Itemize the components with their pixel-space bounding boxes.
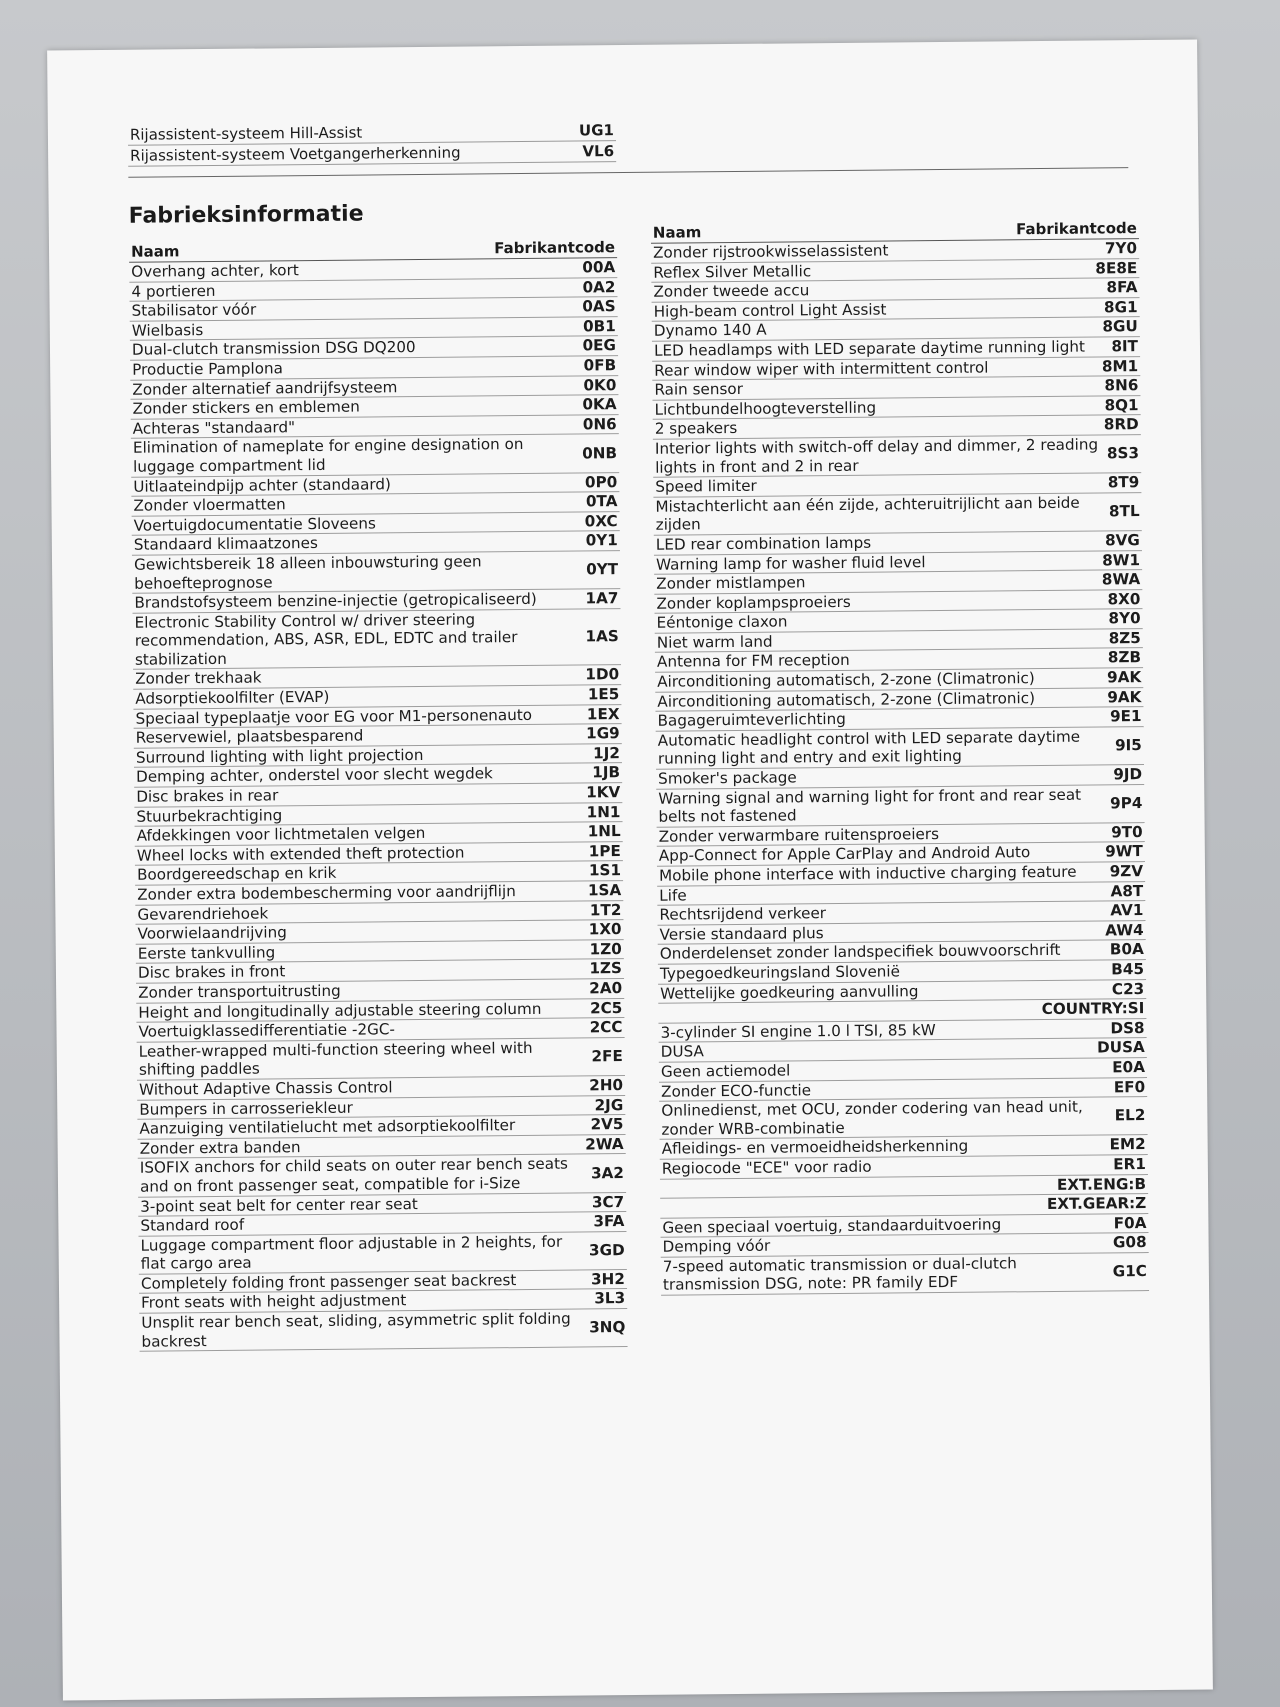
option-code: 3GD bbox=[588, 1241, 625, 1260]
option-name: Dual-clutch transmission DSG DQ200 bbox=[131, 338, 416, 360]
option-name: 3-point seat belt for center rear seat bbox=[140, 1194, 418, 1216]
option-code: 9WT bbox=[1105, 842, 1143, 861]
option-code: 8VG bbox=[1104, 530, 1140, 550]
option-code: 9I5 bbox=[1114, 736, 1142, 755]
option-name: Voertuigklassedifferentiatie -2GC- bbox=[138, 1020, 396, 1041]
option-code: 1PE bbox=[588, 841, 621, 861]
option-name: Zonder tweede accu bbox=[653, 281, 810, 301]
option-code: 0XC bbox=[584, 511, 618, 531]
option-code: 9E1 bbox=[1109, 707, 1142, 726]
paper-sheet bbox=[47, 40, 1213, 1701]
option-code: EL2 bbox=[1114, 1106, 1146, 1125]
option-name: Interior lights with switch-off delay and dimmer, 2 reading lights in front and 2 in rear bbox=[654, 435, 1099, 477]
option-name: Demping achter, onderstel voor slecht wegdek bbox=[135, 764, 493, 787]
option-code: B0A bbox=[1109, 940, 1144, 959]
top-row bbox=[128, 141, 616, 167]
option-name: Completely folding front passenger seat backrest bbox=[140, 1270, 517, 1293]
option-code: 0AS bbox=[582, 297, 616, 316]
option-name: Zonder ECO-functie bbox=[661, 1080, 812, 1101]
option-code: E0A bbox=[1112, 1058, 1146, 1077]
table-row bbox=[653, 435, 1141, 478]
option-name: Regiocode "ECE" voor radio bbox=[661, 1157, 872, 1178]
option-code: 8T9 bbox=[1107, 473, 1140, 492]
option-name: Life bbox=[659, 886, 687, 905]
option-code: 1JB bbox=[592, 763, 621, 782]
table-row bbox=[137, 1038, 625, 1081]
option-code: A8T bbox=[1110, 881, 1144, 900]
option-name: Zonder vloermatten bbox=[133, 495, 286, 515]
option-code: 9ZV bbox=[1109, 862, 1144, 881]
option-name: Afleidings- en vermoeidheidsherkenning bbox=[661, 1137, 969, 1159]
option-code: 2V5 bbox=[590, 1115, 624, 1134]
option-code: 9T0 bbox=[1111, 822, 1143, 842]
option-name: Aanzuiging ventilatielucht met adsorptiekoolfilter bbox=[139, 1116, 516, 1138]
option-code: 1G9 bbox=[585, 724, 620, 743]
option-code: 8WA bbox=[1101, 570, 1141, 589]
option-name: DUSA bbox=[660, 1042, 704, 1062]
option-name: Reflex Silver Metallic bbox=[653, 261, 812, 282]
right-column bbox=[651, 215, 1150, 1347]
option-name: Adsorptiekoolfilter (EVAP) bbox=[135, 687, 330, 708]
table-row bbox=[139, 1309, 627, 1352]
option-code: DS8 bbox=[1110, 1018, 1145, 1038]
option-name: Zonder mistlampen bbox=[656, 573, 806, 593]
option-name: Versie standaard plus bbox=[659, 923, 824, 944]
option-name: Warning lamp for washer fluid level bbox=[655, 552, 926, 574]
option-code: 3C7 bbox=[591, 1192, 625, 1211]
option-name: Airconditioning automatisch, 2-zone (Climatronic) bbox=[657, 688, 1036, 711]
option-name: Brandstofsysteem benzine-injectie (getropicaliseerd) bbox=[134, 589, 537, 612]
option-code: 1T2 bbox=[589, 900, 622, 919]
option-code: 0EG bbox=[582, 336, 617, 355]
option-code: 9JD bbox=[1113, 765, 1143, 784]
option-name: Stabilisator vóór bbox=[131, 300, 257, 320]
option-name: Wettelijke goedkeuring aanvulling bbox=[660, 981, 919, 1003]
code-header: Fabrikantcode bbox=[1015, 219, 1137, 239]
option-code: 8RD bbox=[1103, 415, 1139, 434]
option-name: Antenna for FM reception bbox=[656, 651, 850, 672]
option-name: Bagageruimteverlichting bbox=[657, 710, 846, 730]
option-name: Zonder extra banden bbox=[139, 1137, 301, 1158]
option-name: Zonder alternatief aandrijfsysteem bbox=[132, 377, 398, 399]
option-name: Zonder extra bodembescherming voor aandrijflijn bbox=[137, 882, 516, 904]
option-name: 7-speed automatic transmission or dual-clutch transmission DSG, note: PR family EDF bbox=[662, 1254, 1017, 1295]
option-code: EXT.ENG:B bbox=[1056, 1174, 1147, 1194]
option-code: 2C5 bbox=[589, 998, 623, 1017]
option-code: 8N6 bbox=[1104, 376, 1139, 395]
option-name: Luggage compartment floor adjustable in 2 heights, for flat cargo area bbox=[140, 1232, 563, 1273]
top-row-name: Rijassistent-systeem Hill-Assist bbox=[129, 123, 363, 144]
option-name: Elimination of nameplate for engine designation on luggage compartment lid bbox=[132, 435, 524, 476]
table-row bbox=[132, 551, 620, 594]
option-code: 8ZB bbox=[1107, 648, 1142, 667]
option-name: Voertuigdocumentatie Sloveens bbox=[133, 514, 376, 535]
option-name: Stuurbekrachtiging bbox=[136, 805, 283, 826]
option-name: Productie Pamplona bbox=[132, 359, 283, 379]
table-row bbox=[138, 1154, 626, 1197]
option-code: 9P4 bbox=[1110, 794, 1143, 813]
table-row bbox=[138, 1232, 626, 1275]
option-name: Rechtsrijdend verkeer bbox=[659, 904, 827, 924]
option-name: Zonder trekhaak bbox=[135, 668, 262, 689]
table-row bbox=[131, 434, 619, 477]
option-code: COUNTRY:SI bbox=[1041, 999, 1145, 1019]
left-column bbox=[129, 234, 628, 1352]
option-name: Typegoedkeuringsland Slovenië bbox=[659, 962, 901, 983]
option-name: Voorwielaandrijving bbox=[137, 923, 287, 943]
option-code: 0B1 bbox=[582, 316, 616, 336]
option-code: C23 bbox=[1111, 979, 1145, 998]
option-code: 1SA bbox=[587, 881, 622, 900]
option-name bbox=[660, 1010, 1041, 1014]
option-name: 3-cylinder SI engine 1.0 l TSI, 85 kW bbox=[660, 1020, 936, 1042]
name-header: Naam bbox=[652, 223, 702, 242]
option-code: 1N1 bbox=[586, 802, 621, 822]
option-name: Demping vóór bbox=[662, 1236, 771, 1256]
option-code: 8Z5 bbox=[1108, 628, 1141, 648]
option-name: Wielbasis bbox=[131, 320, 204, 340]
option-name: Rear window wiper with intermittent control bbox=[654, 358, 989, 380]
table-row bbox=[653, 493, 1141, 536]
option-code: F0A bbox=[1113, 1213, 1147, 1233]
option-name: Standaard klimaatzones bbox=[133, 534, 318, 555]
top-row-code: UG1 bbox=[578, 121, 614, 140]
option-code: G1C bbox=[1112, 1262, 1147, 1281]
option-name: Gewichtsbereik 18 alleen inbouwsturing geen behoefteprognose bbox=[133, 552, 482, 593]
option-name: Airconditioning automatisch, 2-zone (Climatronic) bbox=[657, 669, 1035, 691]
option-name: Automatic headlight control with LED separate daytime running light and entry and exit lighting bbox=[657, 727, 1081, 769]
option-code: 8IT bbox=[1111, 337, 1139, 356]
option-name: Zonder stickers en emblemen bbox=[132, 397, 360, 418]
option-name: Achteras "standaard" bbox=[132, 417, 296, 438]
option-code: 1Z0 bbox=[589, 939, 622, 959]
option-name: Without Adaptive Chassis Control bbox=[138, 1078, 393, 1099]
option-name bbox=[662, 1185, 1057, 1189]
option-name: Rain sensor bbox=[654, 380, 744, 399]
option-code: 3FA bbox=[593, 1212, 625, 1231]
option-name: Niet warm land bbox=[656, 632, 773, 652]
option-name: Smoker's package bbox=[658, 768, 797, 788]
option-code: 8W1 bbox=[1102, 550, 1141, 569]
option-name: Onlinedienst, met OCU, zonder codering van head unit, zonder WRB-combinatie bbox=[661, 1097, 1083, 1139]
table-row bbox=[133, 609, 622, 670]
option-code: AW4 bbox=[1105, 920, 1144, 940]
option-name: Leather-wrapped multi-function steering wheel with shifting paddles bbox=[138, 1038, 533, 1080]
option-code: 0NB bbox=[582, 443, 618, 463]
option-code: 1J2 bbox=[592, 743, 620, 763]
option-name: Electronic Stability Control w/ driver steering recommendation, ABS, ASR, EDL, EDTC and trailer stabilization bbox=[134, 610, 518, 669]
option-code: 0N6 bbox=[582, 414, 617, 434]
option-name: High-beam control Light Assist bbox=[653, 300, 887, 321]
option-code: 0FB bbox=[583, 356, 617, 375]
option-code: EXT.GEAR:Z bbox=[1046, 1194, 1147, 1214]
option-name: Mobile phone interface with inductive charging feature bbox=[658, 862, 1077, 885]
code-header: Fabrikantcode bbox=[494, 238, 616, 258]
option-name: Speed limiter bbox=[655, 476, 757, 496]
option-code: 8TL bbox=[1108, 502, 1140, 521]
option-name: App-Connect for Apple CarPlay and Android Auto bbox=[658, 843, 1031, 866]
option-name: LED rear combination lamps bbox=[655, 533, 872, 554]
option-code: 7Y0 bbox=[1104, 239, 1138, 258]
top-row-code: VL6 bbox=[582, 142, 615, 161]
option-code: 3A2 bbox=[590, 1163, 624, 1182]
option-name: Speciaal typeplaatje voor EG voor M1-personenauto bbox=[135, 705, 533, 728]
option-code: 1NL bbox=[587, 822, 621, 841]
option-name: Uitlaateindpijp achter (standaard) bbox=[133, 474, 392, 496]
option-code: 8Y0 bbox=[1108, 609, 1141, 628]
option-name: Afdekkingen voor lichtmetalen velgen bbox=[136, 824, 426, 845]
option-name: Boordgereedschap en krik bbox=[136, 864, 337, 885]
option-name: Zonder transportuitrusting bbox=[138, 981, 341, 1002]
option-code: EM2 bbox=[1109, 1135, 1146, 1154]
option-name: Overhang achter, kort bbox=[131, 261, 299, 281]
option-code: 1X0 bbox=[588, 920, 622, 939]
option-name: Bumpers in carrosseriekleur bbox=[139, 1098, 353, 1119]
option-name: Eerste tankvulling bbox=[137, 943, 276, 963]
table-row bbox=[656, 785, 1144, 828]
name-header: Naam bbox=[130, 242, 180, 261]
top-option-list bbox=[128, 120, 616, 167]
option-name: Standard roof bbox=[140, 1215, 245, 1235]
option-name: Height and longitudinally adjustable steering column bbox=[138, 999, 542, 1022]
option-code: 2WA bbox=[585, 1134, 624, 1154]
option-code: 1ZS bbox=[589, 959, 623, 978]
option-code: 2A0 bbox=[589, 979, 623, 998]
option-name: Disc brakes in front bbox=[137, 962, 286, 983]
option-code: 3H2 bbox=[590, 1269, 626, 1289]
section-divider bbox=[128, 167, 1128, 178]
option-code: 2FE bbox=[591, 1047, 623, 1066]
option-code: 00A bbox=[582, 258, 616, 277]
option-name: LED headlamps with LED separate daytime running light bbox=[653, 337, 1085, 360]
option-name: Mistachterlicht aan één zijde, achteruitrijlicht aan beide zijden bbox=[655, 493, 1080, 535]
document-content bbox=[128, 115, 1150, 1352]
option-code: 1E5 bbox=[587, 685, 620, 704]
option-name: Front seats with height adjustment bbox=[141, 1291, 407, 1313]
option-name: Disc brakes in rear bbox=[136, 786, 279, 806]
option-code: 8Q1 bbox=[1104, 395, 1139, 415]
option-name bbox=[662, 1204, 1047, 1208]
table-row bbox=[656, 727, 1144, 770]
table-row bbox=[659, 1097, 1147, 1140]
option-code: 0A2 bbox=[582, 277, 616, 297]
option-code: 1S1 bbox=[588, 861, 622, 880]
option-name: Lichtbundelhoogteverstelling bbox=[654, 398, 877, 419]
factory-info-columns bbox=[129, 219, 1150, 1352]
option-code: 2H0 bbox=[589, 1076, 624, 1095]
option-code: DUSA bbox=[1097, 1038, 1145, 1057]
option-code: 8G1 bbox=[1103, 297, 1138, 317]
option-name: Reservewiel, plaatsbesparend bbox=[135, 726, 364, 747]
option-code: 8E8E bbox=[1095, 258, 1138, 278]
option-code: 8GU bbox=[1102, 317, 1138, 336]
option-code: 0TA bbox=[585, 492, 618, 511]
option-name: 4 portieren bbox=[131, 281, 216, 301]
option-name: Surround lighting with light projection bbox=[135, 745, 424, 767]
option-code: 0K0 bbox=[583, 375, 617, 394]
option-name: Eéntonige claxon bbox=[656, 612, 788, 633]
option-code: B45 bbox=[1111, 960, 1145, 979]
option-code: 1KV bbox=[586, 783, 621, 802]
option-code: 2CC bbox=[589, 1018, 623, 1037]
option-name: Geen speciaal voertuig, standaarduitvoering bbox=[662, 1215, 1002, 1237]
option-code: 1A7 bbox=[585, 589, 619, 608]
option-code: 0KA bbox=[582, 395, 617, 414]
option-name: Wheel locks with extended theft protection bbox=[136, 843, 465, 865]
option-name: Dynamo 140 A bbox=[653, 321, 767, 341]
option-code: 1D0 bbox=[585, 665, 620, 684]
option-code: 9AK bbox=[1106, 668, 1142, 687]
option-code: 0YT bbox=[586, 560, 619, 579]
option-code: 2JG bbox=[594, 1095, 624, 1114]
option-code: 8M1 bbox=[1101, 356, 1139, 376]
option-name: 2 speakers bbox=[654, 419, 738, 439]
option-code: 9AK bbox=[1107, 687, 1142, 707]
option-code: G08 bbox=[1112, 1233, 1147, 1252]
option-code: AV1 bbox=[1110, 901, 1144, 920]
option-name: ISOFIX anchors for child seats on outer rear bench seats and on front passenger seat, compatible for i-Size bbox=[139, 1154, 568, 1196]
option-code: 8X0 bbox=[1107, 589, 1141, 609]
option-code: 3L3 bbox=[594, 1289, 626, 1308]
option-code: 8FA bbox=[1106, 278, 1138, 297]
option-code: 3NQ bbox=[589, 1318, 626, 1337]
option-name: Gevarendriehoek bbox=[137, 904, 269, 924]
section-title: Fabrieksinformatie bbox=[128, 201, 364, 229]
top-row-name: Rijassistent-systeem Voetgangerherkenning bbox=[130, 143, 461, 165]
option-code: 0P0 bbox=[584, 472, 618, 491]
option-name: Warning signal and warning light for front and rear seat belts not fastened bbox=[658, 785, 1082, 826]
option-code: 1EX bbox=[586, 704, 620, 724]
option-code: 0Y1 bbox=[585, 531, 618, 550]
option-name: Zonder rijstrookwisselassistent bbox=[652, 241, 889, 262]
option-code: EF0 bbox=[1113, 1077, 1146, 1096]
option-name: Zonder verwarmbare ruitensproeiers bbox=[658, 824, 940, 846]
option-name: Zonder koplampsproeiers bbox=[656, 592, 851, 613]
option-name: Unsplit rear bench seat, sliding, asymmetric split folding backrest bbox=[141, 1309, 571, 1351]
option-name: Onderdelenset zonder landspecifiek bouwvoorschrift bbox=[659, 941, 1061, 964]
table-row bbox=[661, 1253, 1149, 1296]
option-code: ER1 bbox=[1113, 1154, 1146, 1174]
option-code: 8S3 bbox=[1106, 444, 1140, 463]
option-code: 1AS bbox=[585, 627, 619, 646]
option-name: Geen actiemodel bbox=[660, 1061, 791, 1081]
